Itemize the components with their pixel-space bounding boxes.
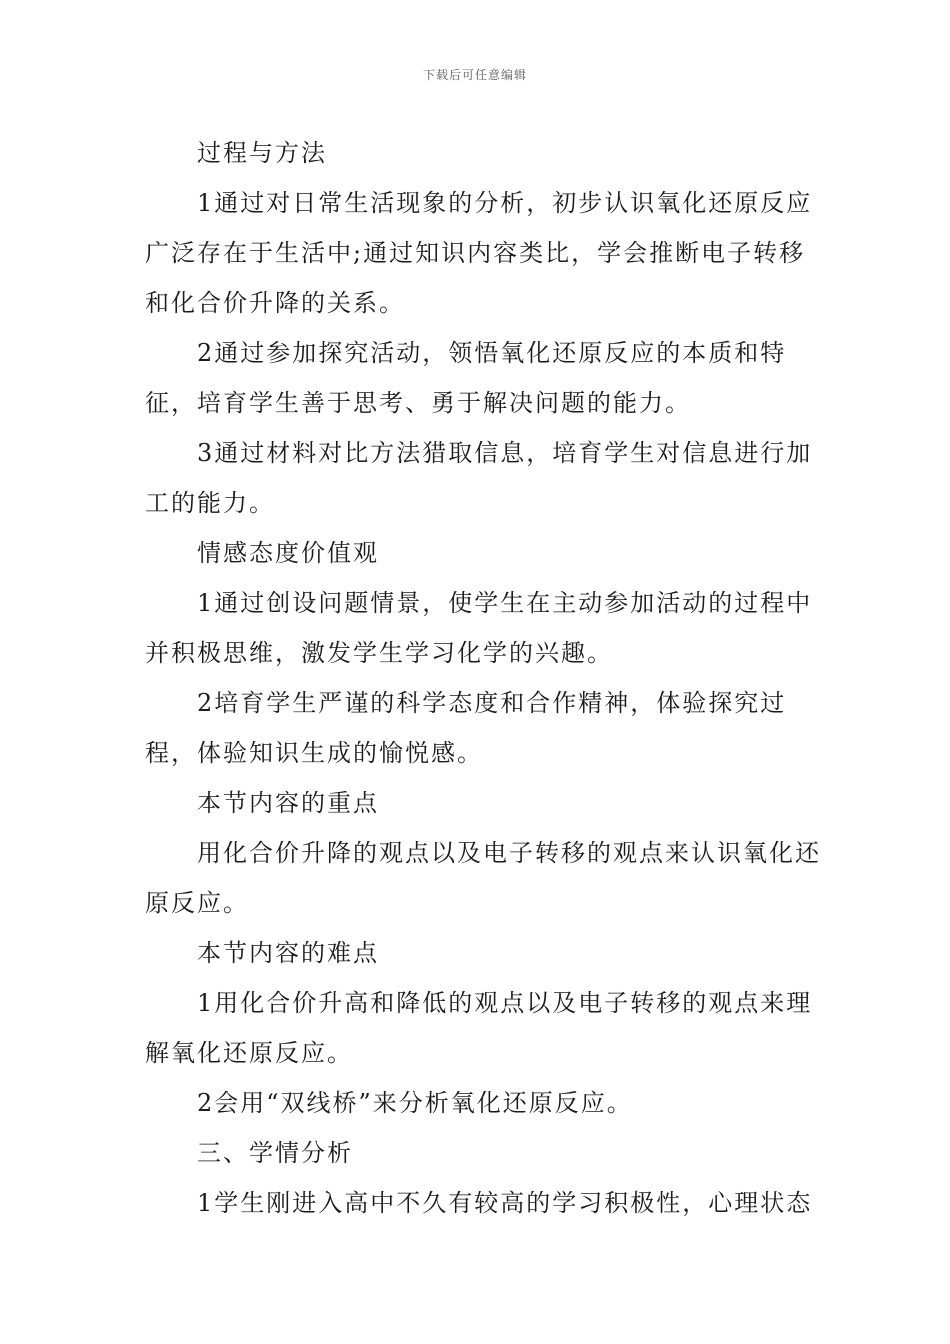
section-heading-process-method: 过程与方法 [197, 139, 327, 167]
document-body [145, 128, 825, 1228]
paragraph: 1通过对日常生活现象的分析，初步认识氧化还原反应广泛存在于生活中;通过知识内容类比，学会推断电子转移和化合价升降的关系。 [145, 189, 813, 317]
paragraph: 用化合价升降的观点以及电子转移的观点来认识氧化还原反应。 [145, 839, 821, 917]
paragraph: 2会用“双线桥”来分析氧化还原反应。 [197, 1089, 633, 1117]
section-heading-key-points: 本节内容的重点 [197, 789, 379, 817]
section-heading-difficulties: 本节内容的难点 [197, 939, 379, 967]
paragraph: 1学生刚进入高中不久有较高的学习积极性，心理状态 [197, 1189, 813, 1217]
section-heading-emotion-attitude: 情感态度价值观 [197, 539, 379, 567]
paragraph: 2培育学生严谨的科学态度和合作精神，体验探究过程，体验知识生成的愉悦感。 [145, 689, 787, 767]
paragraph: 3通过材料对比方法猎取信息，培育学生对信息进行加工的能力。 [145, 439, 813, 517]
paragraph: 1用化合价升高和降低的观点以及电子转移的观点来理解氧化还原反应。 [145, 989, 813, 1067]
page-header: 下载后可任意编辑 [422, 68, 527, 82]
paragraph: 2通过参加探究活动，领悟氧化还原反应的本质和特征，培育学生善于思考、勇于解决问题的能力。 [145, 339, 787, 417]
paragraph: 1通过创设问题情景，使学生在主动参加活动的过程中并积极思维，激发学生学习化学的兴趣。 [145, 589, 813, 667]
section-heading-learner-analysis: 三、学情分析 [197, 1139, 353, 1167]
